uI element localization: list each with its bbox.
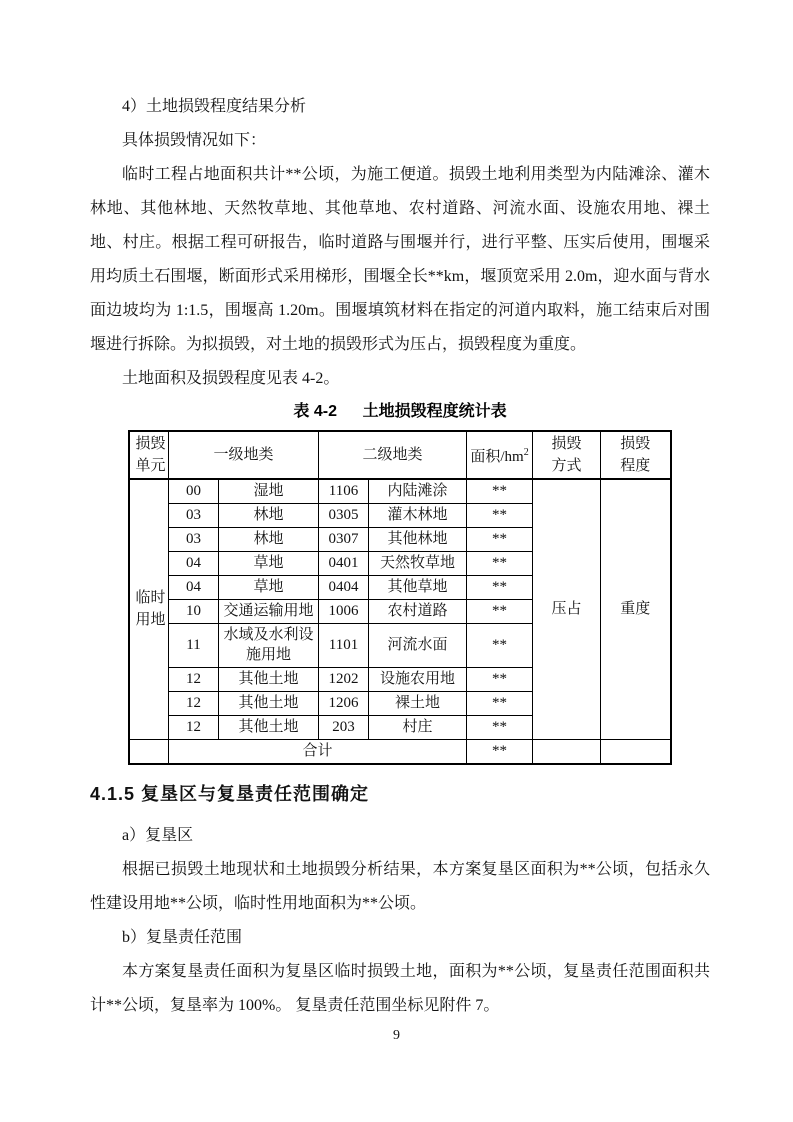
header-level1-class: 一级地类 bbox=[168, 431, 318, 479]
cell-level2-name: 河流水面 bbox=[369, 623, 467, 667]
cell-level2-code: 1006 bbox=[319, 599, 369, 623]
cell-level2-code: 0307 bbox=[319, 527, 369, 551]
cell-level1-name: 交通运输用地 bbox=[218, 599, 318, 623]
cell-area: ** bbox=[467, 715, 533, 739]
cell-level2-name: 灌木林地 bbox=[369, 503, 467, 527]
cell-level2-code: 1101 bbox=[319, 623, 369, 667]
cell-area: ** bbox=[467, 503, 533, 527]
table-row bbox=[129, 479, 670, 503]
cell-level1-code: 12 bbox=[168, 715, 218, 739]
cell-level2-name: 设施农用地 bbox=[369, 667, 467, 691]
cell-level1-name: 林地 bbox=[218, 527, 318, 551]
cell-level1-code: 03 bbox=[168, 527, 218, 551]
intro-line: 具体损毁情况如下： bbox=[122, 132, 267, 149]
subsection-b-label: b）复垦责任范围 bbox=[122, 929, 243, 946]
cell-level1-code: 10 bbox=[168, 599, 218, 623]
cell-area: ** bbox=[467, 623, 533, 667]
table-reference-line: 土地面积及损毁程度见表 4-2。 bbox=[122, 370, 340, 387]
cell-level1-name: 水域及水利设施用地 bbox=[218, 623, 318, 667]
cell-area: ** bbox=[467, 551, 533, 575]
cell-level1-code: 11 bbox=[168, 623, 218, 667]
table-caption-title: 土地损毁程度统计表 bbox=[362, 403, 507, 420]
table-total-row bbox=[129, 739, 670, 764]
header-damage-method bbox=[533, 431, 601, 479]
table-caption bbox=[90, 399, 710, 425]
cell-level1-name: 草地 bbox=[218, 551, 318, 575]
cell-level1-name: 其他土地 bbox=[218, 715, 318, 739]
cell-area: ** bbox=[467, 479, 533, 503]
item4-heading: 4）土地损毁程度结果分析 bbox=[122, 98, 307, 115]
cell-damage-unit bbox=[129, 479, 168, 739]
cell-level1-name: 其他土地 bbox=[218, 667, 318, 691]
cell-level1-code: 12 bbox=[168, 691, 218, 715]
cell-level1-name: 草地 bbox=[218, 575, 318, 599]
paragraph-reclamation-area: 根据已损毁土地现状和土地损毁分析结果，本方案复垦区面积为**公顷，包括永久性建设用地**公顷，临时性用地面积为**公顷。 bbox=[90, 861, 710, 912]
cell-level1-name: 湿地 bbox=[218, 479, 318, 503]
cell-area: ** bbox=[467, 667, 533, 691]
header-level2-class: 二级地类 bbox=[319, 431, 467, 479]
header-damage-degree bbox=[601, 431, 671, 479]
cell-level1-name: 其他土地 bbox=[218, 691, 318, 715]
cell-total-label: 合计 bbox=[168, 739, 466, 764]
cell-level2-name: 裸土地 bbox=[369, 691, 467, 715]
damage-degree-table bbox=[128, 430, 671, 765]
cell-level2-name: 其他林地 bbox=[369, 527, 467, 551]
cell-level2-code: 0404 bbox=[319, 575, 369, 599]
cell-level2-code: 0305 bbox=[319, 503, 369, 527]
cell-damage-unit-label: 临时用地 bbox=[135, 590, 166, 629]
cell-level1-code: 04 bbox=[168, 575, 218, 599]
table-caption-label: 表 4-2 bbox=[293, 403, 337, 420]
cell-level2-code: 0401 bbox=[319, 551, 369, 575]
cell-damage-degree: 重度 bbox=[601, 479, 671, 739]
cell-area: ** bbox=[467, 599, 533, 623]
cell-level2-code: 1202 bbox=[319, 667, 369, 691]
page-number: 9 bbox=[393, 1028, 400, 1043]
header-damage-degree-label: 损毁程度 bbox=[620, 436, 651, 474]
cell-level2-code: 1106 bbox=[319, 479, 369, 503]
cell-level2-name: 农村道路 bbox=[369, 599, 467, 623]
section-heading-415: 4.1.5 复垦区与复垦责任范围确定 bbox=[90, 784, 370, 804]
cell-area: ** bbox=[467, 575, 533, 599]
cell-area: ** bbox=[467, 691, 533, 715]
cell-level2-name: 其他草地 bbox=[369, 575, 467, 599]
cell-level1-code: 12 bbox=[168, 667, 218, 691]
cell-level1-code: 00 bbox=[168, 479, 218, 503]
header-area-superscript: 2 bbox=[523, 447, 529, 458]
header-damage-unit bbox=[129, 431, 168, 479]
cell-level2-name: 内陆滩涂 bbox=[369, 479, 467, 503]
header-damage-method-label: 损毁方式 bbox=[551, 436, 582, 474]
cell-level1-code: 03 bbox=[168, 503, 218, 527]
cell-empty bbox=[533, 739, 601, 764]
cell-level2-name: 村庄 bbox=[369, 715, 467, 739]
cell-empty bbox=[601, 739, 671, 764]
cell-empty bbox=[129, 739, 168, 764]
paragraph-damage-description: 临时工程占地面积共计**公顷，为施工便道。损毁土地利用类型为内陆滩涂、灌木林地、其他林地、天然牧草地、其他草地、农村道路、河流水面、设施农用地、裸土地、村庄。根据工程可研报告，临时道路与围堰并行，进行平整、压实后使用，围堰采用均质土石围堰，断面形式采用梯形，围堰全长**km，堰顶宽采用 2.0m，迎水面与背水面边坡均为 1:1.5，围堰高 1.20m。围堰填筑材料在指定的河道内取料，施工结束后对围堰进行拆除。为拟损毁，对土地的损毁形式为压占，损毁程度为重度。 bbox=[90, 166, 710, 353]
table-header-row bbox=[129, 431, 670, 479]
cell-damage-method: 压占 bbox=[533, 479, 601, 739]
header-area-label: 面积/hm bbox=[470, 449, 524, 465]
cell-total-area: ** bbox=[467, 739, 533, 764]
subsection-a-label: a）复垦区 bbox=[122, 827, 194, 844]
cell-level2-name: 天然牧草地 bbox=[369, 551, 467, 575]
header-area bbox=[467, 431, 533, 479]
cell-level1-name: 林地 bbox=[218, 503, 318, 527]
header-damage-unit-label: 损毁单元 bbox=[135, 436, 166, 474]
paragraph-reclamation-responsibility: 本方案复垦责任面积为复垦区临时损毁土地，面积为**公顷，复垦责任范围面积共计**公顷，复垦率为 100%。 复垦责任范围坐标见附件 7。 bbox=[90, 963, 710, 1014]
cell-area: ** bbox=[467, 527, 533, 551]
cell-level1-code: 04 bbox=[168, 551, 218, 575]
cell-level2-code: 1206 bbox=[319, 691, 369, 715]
cell-level2-code: 203 bbox=[319, 715, 369, 739]
